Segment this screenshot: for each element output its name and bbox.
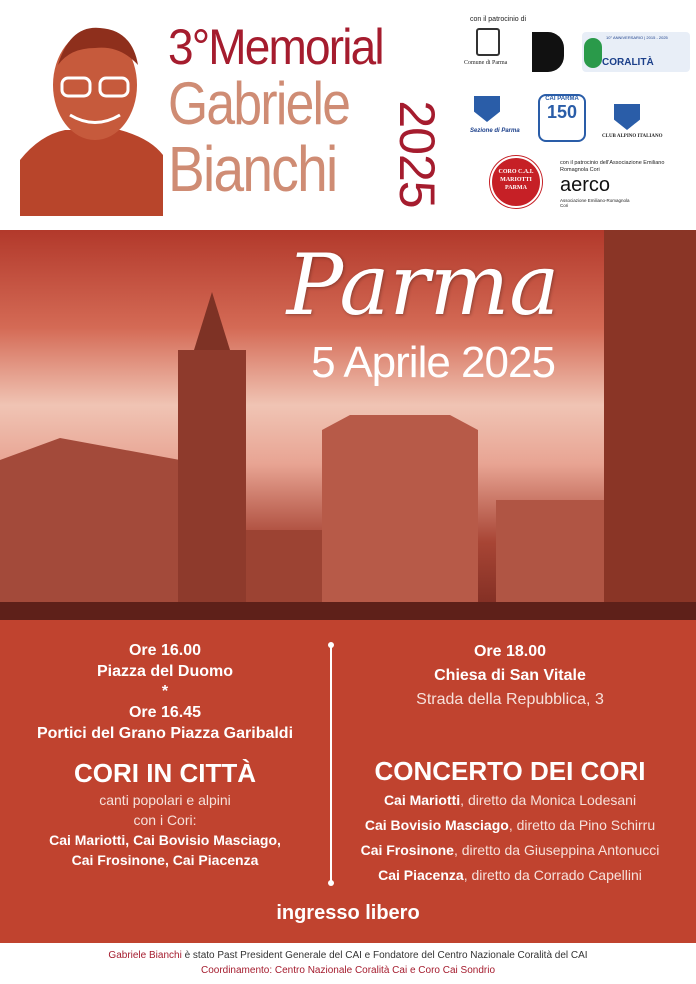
aerco-logo-text: aerco	[560, 174, 611, 196]
choir-director: , diretto da Corrado Capellini	[463, 867, 642, 883]
cai-parma-150-logo	[538, 94, 586, 142]
column-divider	[330, 645, 332, 885]
choir-item	[340, 813, 680, 838]
right-place: Chiesa di San Vitale	[434, 667, 586, 684]
hero-city: Parma	[286, 236, 560, 334]
choir-item	[340, 838, 680, 863]
choir-item	[340, 788, 680, 813]
divider-dot-bottom	[328, 880, 334, 886]
parma-p-logo	[532, 32, 564, 72]
left-time-2: Ore 16.45	[128, 704, 202, 721]
program-panel	[0, 620, 696, 943]
left-heading: CORI IN CITTÀ	[74, 758, 256, 788]
cai-150-label: 150	[546, 102, 578, 122]
coralita-sub: 10° ANNIVERSARIO | 2015 - 2025	[606, 35, 668, 40]
right-heading: CONCERTO DEI CORI	[374, 756, 646, 786]
title-year: 2025	[389, 100, 445, 208]
choir-list	[340, 788, 680, 888]
patronage-label: con il patrocinio di	[470, 16, 527, 23]
green-silhouette-icon	[584, 38, 602, 68]
footer	[0, 948, 696, 978]
choir-name: Cai Frosinone	[360, 842, 454, 858]
footer-line-2: Coordinamento: Centro Nazionale Coralità Cai e Coro Cai Sondrio	[200, 965, 496, 976]
sponsor-logos	[462, 14, 692, 214]
choir-director: , diretto da Pino Schirru	[508, 817, 656, 833]
club-label: CLUB ALPINO ITALIANO	[602, 134, 663, 139]
footer-name: Gabriele Bianchi	[108, 950, 182, 961]
choir-name: Cai Piacenza	[378, 867, 464, 883]
cai-parma-label: CAI PARMA	[545, 96, 579, 102]
right-address: Strada della Repubblica, 3	[416, 691, 604, 708]
choir-name: Cai Bovisio Masciago	[364, 817, 509, 833]
divider-dot-top	[328, 642, 334, 648]
hero-date: 5 Aprile 2025	[311, 338, 555, 387]
comune-label: Comune di Parma	[464, 60, 508, 66]
right-time: Ore 18.00	[473, 643, 547, 660]
portrait-illustration	[20, 20, 163, 216]
comune-crest-icon	[476, 28, 500, 56]
aerco-patronage-label: con il patrocinio dell'Associazione Emiliano Romagnola Cori	[560, 160, 665, 173]
cai-shield-icon	[474, 96, 500, 122]
left-place-2: Portici del Grano Piazza Garibaldi	[36, 725, 294, 742]
coro-label: CORO C.A.I. MARIOTTI PARMA	[498, 169, 534, 191]
choir-director: , diretto da Giuseppina Antonucci	[453, 842, 660, 858]
footer-text-1: è stato Past President Generale del CAI e Fondatore del Centro Nazionale Coralità del CAI	[181, 950, 588, 961]
free-entry: ingresso libero	[276, 902, 420, 924]
left-choirs-1: Cai Mariotti, Cai Bovisio Masciago,	[49, 832, 281, 848]
choir-item	[340, 863, 680, 888]
coro-mariotti-logo	[490, 156, 542, 208]
footer-line-1	[0, 948, 696, 963]
coralita-text: CORALITÀ	[602, 57, 654, 68]
right-column	[340, 640, 680, 888]
left-desc-1: canti popolari e alpini	[99, 792, 231, 808]
left-choirs-2: Cai Frosinone, Cai Piacenza	[71, 852, 259, 868]
cai-club-shield-icon	[614, 104, 640, 130]
left-time-1: Ore 16.00	[128, 642, 202, 659]
aerco-sub: Associazione Emiliano-Romagnola Cori	[560, 198, 630, 208]
title-memorial: 3°Memorial	[168, 19, 383, 75]
left-place-1: Piazza del Duomo	[96, 663, 234, 680]
left-desc-2: con i Cori:	[133, 812, 197, 828]
coralita-logo	[582, 32, 690, 72]
choir-director: , diretto da Monica Lodesani	[460, 792, 637, 808]
title-first-name: Gabriele	[168, 70, 350, 137]
left-separator: *	[161, 683, 169, 700]
choir-name: Cai Mariotti	[383, 792, 461, 808]
sezione-label: Sezione di Parma	[470, 128, 520, 134]
title-last-name: Bianchi	[168, 133, 337, 205]
left-column	[20, 640, 310, 870]
